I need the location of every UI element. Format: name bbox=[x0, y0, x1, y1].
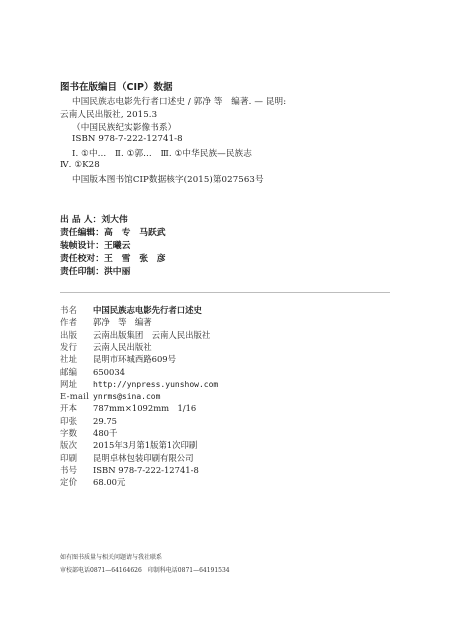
cip-line-5: Ⅰ. ①中… Ⅱ. ①郭… Ⅲ. ①中华民族—民族志 bbox=[72, 149, 252, 159]
info-key: 书号 bbox=[60, 464, 78, 475]
info-row bbox=[60, 316, 152, 328]
info-row bbox=[60, 341, 152, 353]
staff-value: 洪中丽 bbox=[104, 267, 131, 277]
info-row bbox=[60, 452, 194, 464]
info-value: 昆明市环城西路609号 bbox=[93, 354, 176, 365]
info-value: 云南人民出版社 bbox=[93, 341, 152, 352]
staff-value: 高 专 马跃武 bbox=[104, 228, 166, 238]
info-value: 郭净 等 编著 bbox=[93, 317, 152, 328]
info-value: ynrms@sina.com bbox=[93, 392, 161, 402]
info-key: 字数 bbox=[60, 428, 78, 438]
info-key: E-mail bbox=[60, 391, 90, 402]
info-key: 作者 bbox=[60, 317, 78, 328]
info-row bbox=[60, 476, 125, 488]
info-value: 2015年3月第1版第1次印刷 bbox=[93, 440, 198, 451]
info-value: http://ynpress.yunshow.com bbox=[93, 379, 219, 389]
info-value: 昆明卓林包装印刷有限公司 bbox=[93, 452, 194, 463]
footer-phone-numbers: 审校部电话0871—64164626 印制科电话0871—64191534 bbox=[60, 567, 230, 574]
info-value: 中国民族志电影先行者口述史 bbox=[93, 305, 202, 315]
staff-editor bbox=[60, 225, 166, 238]
info-row bbox=[60, 402, 196, 414]
info-value: 云南出版集团 云南人民出版社 bbox=[93, 329, 211, 340]
cip-line-2: 云南人民出版社, 2015.3 bbox=[60, 110, 158, 120]
staff-publisher bbox=[60, 212, 128, 225]
staff-value: 王曦云 bbox=[104, 241, 131, 251]
info-row bbox=[60, 366, 125, 378]
info-value: 68.00元 bbox=[93, 477, 126, 488]
info-row bbox=[60, 415, 117, 427]
info-key: 网址 bbox=[60, 378, 78, 389]
info-row bbox=[60, 329, 210, 341]
cip-heading: 图书在版编目（CIP）数据 bbox=[60, 82, 173, 93]
info-row bbox=[60, 378, 218, 390]
divider-line bbox=[60, 292, 390, 293]
info-key: 出版 bbox=[60, 329, 78, 340]
info-row bbox=[60, 353, 176, 365]
info-key: 版次 bbox=[60, 440, 78, 451]
footer-contact-note: 如有图书质量与相关问题请与我社联系 bbox=[60, 554, 163, 561]
staff-value: 刘大伟 bbox=[101, 215, 128, 225]
info-row bbox=[60, 439, 197, 451]
info-key: 印刷 bbox=[60, 452, 78, 463]
staff-label: 出 品 人： bbox=[60, 215, 102, 225]
info-key: 开本 bbox=[60, 403, 78, 414]
staff-label: 责任印制： bbox=[60, 267, 104, 277]
staff-label: 责任编辑： bbox=[60, 228, 104, 238]
info-key: 邮编 bbox=[60, 366, 78, 377]
info-key: 印张 bbox=[60, 415, 78, 426]
info-row bbox=[60, 390, 160, 402]
staff-designer bbox=[60, 238, 130, 251]
cip-line-6: Ⅳ. ①K28 bbox=[60, 160, 100, 170]
info-value: 29.75 bbox=[93, 415, 117, 426]
info-value: ISBN 978-7-222-12741-8 bbox=[93, 464, 199, 475]
info-key: 发行 bbox=[60, 341, 78, 352]
staff-label: 装帧设计： bbox=[60, 241, 104, 251]
info-row bbox=[60, 427, 117, 439]
staff-proofreader bbox=[60, 251, 166, 264]
staff-printing bbox=[60, 264, 130, 277]
info-value: 650034 bbox=[93, 366, 125, 377]
cip-line-4: ISBN 978-7-222-12741-8 bbox=[72, 134, 183, 144]
cip-line-7: 中国版本图书馆CIP数据核字(2015)第027563号 bbox=[72, 175, 264, 185]
staff-value: 王 雪 张 彦 bbox=[104, 254, 166, 264]
info-key: 书名 bbox=[60, 305, 78, 315]
info-key: 社址 bbox=[60, 354, 78, 365]
cip-line-1: 中国民族志电影先行者口述史 / 郭净 等 编著. — 昆明: bbox=[72, 97, 287, 107]
cip-line-3: （中国民族纪实影像书系） bbox=[72, 123, 177, 133]
info-row bbox=[60, 464, 199, 476]
staff-label: 责任校对： bbox=[60, 254, 104, 264]
info-row bbox=[60, 304, 202, 316]
info-value: 787mm×1092mm 1/16 bbox=[93, 403, 197, 414]
info-key: 定价 bbox=[60, 477, 78, 488]
info-value: 480千 bbox=[93, 428, 118, 438]
